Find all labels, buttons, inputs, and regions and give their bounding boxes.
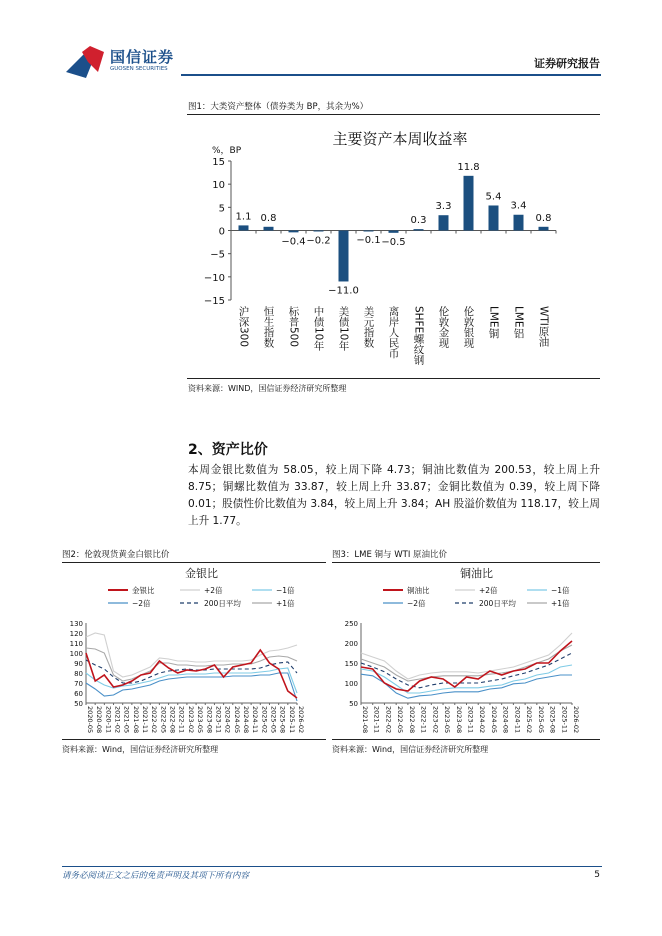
y-tick-label: 100	[69, 650, 83, 658]
y-tick-label: 50	[349, 700, 358, 708]
fig1-source: 资料来源：WIND，国信证券经济研究所整理	[188, 384, 347, 393]
fig1-ylabel: %，BP	[212, 146, 242, 156]
x-tick-label: 2020-11	[104, 706, 113, 734]
x-tick-label: 2021-11	[141, 706, 150, 734]
x-tick-label: 2022-11	[419, 706, 428, 734]
x-tick-label: 2025-08	[548, 706, 557, 734]
y-tick-label: −10	[203, 272, 225, 284]
series-line-铜油比	[361, 641, 572, 691]
legend-label: 铜油比	[407, 586, 430, 595]
y-tick-label: 50	[74, 700, 83, 708]
x-tick-label: 2023-02	[186, 706, 195, 734]
chart-title: 铜油比	[460, 567, 493, 580]
y-tick-label: 80	[74, 670, 83, 678]
x-tick-label: 2021-02	[113, 706, 122, 734]
x-tick-label: 2022-05	[396, 706, 405, 734]
y-tick-label: 110	[69, 640, 83, 648]
x-tick-label: 2023-05	[443, 706, 452, 734]
x-tick-label: 2022-05	[159, 706, 168, 734]
y-tick-label: 70	[74, 680, 83, 688]
y-tick-label: 130	[69, 620, 83, 628]
footer-disclaimer: 请务必阅读正文之后的免责声明及其项下所有内容	[62, 871, 250, 881]
bar-value-label: −11.0	[328, 285, 359, 297]
legend-label: +1倍	[276, 599, 295, 608]
page-number: 5	[594, 870, 600, 880]
bar-value-label: 11.8	[457, 161, 480, 173]
y-tick-label: 15	[212, 157, 225, 168]
bar-value-label: −0.4	[281, 236, 306, 248]
x-tick-label: 2024-05	[489, 706, 498, 734]
y-tick-label: 250	[344, 620, 358, 628]
footer-rule	[62, 866, 602, 867]
x-tick-label: 2025-11	[560, 706, 569, 734]
y-tick-label: 100	[344, 680, 358, 688]
fig3-caption: 图3：LME 铜与 WTI 原油比价	[332, 550, 448, 560]
fig2-source: 资料来源：Wind，国信证券经济研究所整理	[62, 745, 219, 754]
y-tick-label: 200	[344, 640, 358, 648]
bar-value-label: 5.4	[485, 191, 502, 203]
x-tick-label: 2025-11	[287, 706, 296, 734]
series-line-−1倍	[361, 665, 572, 693]
category-label: 恒生指数	[262, 306, 275, 348]
x-tick-label: 2026-02	[572, 706, 580, 734]
bar-value-label: 0.8	[535, 212, 552, 224]
section-paragraph: 本周金银比数值为 58.05，较上周下降 4.73；铜油比数值为 200.53，较上周上升 8.75；铜螺比数值为 33.87，较上周上升 33.87；金铜比数值为 0.39，较上周下降 0.01；股债性价比数值为 3.84，较上周上升 3.84；AH 股溢价数值为 118.17，较上周上升 1.77。	[188, 464, 600, 527]
y-tick-label: 60	[74, 690, 83, 698]
legend-label: +2倍	[479, 586, 498, 595]
x-tick-label: 2024-02	[223, 706, 232, 734]
x-tick-label: 2021-08	[361, 706, 369, 734]
x-tick-label: 2023-08	[205, 706, 214, 734]
category-label: 美元指数	[362, 306, 375, 348]
bar-value-label: 3.4	[510, 200, 527, 212]
x-tick-label: 2025-05	[269, 706, 278, 734]
x-tick-label: 2026-02	[297, 706, 305, 734]
x-tick-label: 2023-05	[196, 706, 205, 734]
x-tick-label: 2024-11	[513, 706, 522, 734]
legend-label: −2倍	[132, 599, 151, 608]
logo-cn: 国信证券	[110, 48, 175, 66]
fig3-source: 资料来源：Wind，国信证券经济研究所整理	[332, 745, 489, 754]
legend-label: 200日平均	[479, 599, 516, 608]
x-tick-label: 2025-08	[278, 706, 287, 734]
x-tick-label: 2021-11	[372, 706, 381, 734]
category-label: LME铝	[512, 306, 525, 339]
x-tick-label: 2023-02	[431, 706, 440, 734]
x-tick-label: 2022-02	[150, 706, 159, 734]
x-tick-label: 2022-02	[384, 706, 393, 734]
legend-label: +2倍	[204, 586, 223, 595]
section-heading: 2、资产比价	[188, 442, 268, 458]
category-label: 标普500	[287, 306, 300, 348]
x-tick-label: 2022-08	[407, 706, 416, 734]
y-tick-label: 0	[218, 226, 225, 238]
chart-title: 金银比	[185, 567, 218, 580]
x-tick-label: 2025-02	[525, 706, 534, 734]
y-tick-label: 10	[212, 180, 225, 192]
x-tick-label: 2022-11	[177, 706, 186, 734]
x-tick-label: 2024-11	[251, 706, 260, 734]
x-tick-label: 2021-08	[131, 706, 140, 734]
category-label: 伦敦金现	[437, 306, 450, 348]
x-tick-label: 2023-11	[214, 706, 223, 734]
x-tick-label: 2020-05	[86, 706, 94, 734]
x-tick-label: 2024-02	[478, 706, 487, 734]
category-label: 离岸人民币	[387, 306, 400, 359]
x-tick-label: 2023-08	[454, 706, 463, 734]
fig1-caption: 图1：大类资产整体（债券类为 BP，其余为%）	[188, 102, 369, 112]
y-tick-label: 120	[69, 630, 83, 638]
y-tick-label: 90	[74, 660, 83, 668]
logo-en: GUOSEN SECURITIES	[110, 66, 168, 72]
category-label: SHFE螺纹钢	[412, 306, 425, 365]
category-label: 中债10年	[312, 306, 325, 351]
x-tick-label: 2025-02	[260, 706, 269, 734]
doc-type: 证券研究报告	[534, 57, 600, 70]
y-tick-label: −15	[203, 296, 225, 307]
category-label: 沪深300	[237, 306, 250, 348]
x-tick-label: 2021-05	[122, 706, 131, 734]
x-tick-label: 2022-08	[168, 706, 177, 734]
category-label: 伦敦银现	[462, 306, 475, 348]
x-tick-label: 2025-05	[536, 706, 545, 734]
bar-value-label: 1.1	[235, 211, 252, 223]
legend-label: 金银比	[132, 586, 155, 595]
category-label: LME铜	[487, 306, 500, 339]
legend-label: 200日平均	[204, 599, 241, 608]
bar-value-label: 0.3	[410, 215, 427, 227]
bar-value-label: 0.8	[260, 212, 277, 224]
bar-value-label: −0.2	[306, 235, 331, 247]
legend-label: −1倍	[276, 586, 295, 595]
x-tick-label: 2020-08	[95, 706, 104, 734]
category-label: 美债10年	[337, 306, 350, 351]
legend-label: +1倍	[551, 599, 570, 608]
legend-label: −2倍	[407, 599, 426, 608]
y-tick-label: 5	[218, 203, 225, 215]
category-label: WTI原油	[537, 306, 550, 347]
y-tick-label: 150	[344, 660, 358, 668]
y-tick-label: −5	[210, 249, 225, 261]
x-tick-label: 2024-05	[232, 706, 241, 734]
bar-value-label: −0.5	[381, 236, 406, 248]
fig1-title: 主要资产本周收益率	[332, 130, 468, 148]
x-tick-label: 2024-08	[241, 706, 250, 734]
x-tick-label: 2024-08	[501, 706, 510, 734]
x-tick-label: 2023-11	[466, 706, 475, 734]
bar-value-label: −0.1	[356, 234, 381, 246]
fig2-caption: 图2：伦敦现货黄金白银比价	[62, 550, 170, 560]
bar-value-label: 3.3	[435, 201, 452, 213]
legend-label: −1倍	[551, 586, 570, 595]
